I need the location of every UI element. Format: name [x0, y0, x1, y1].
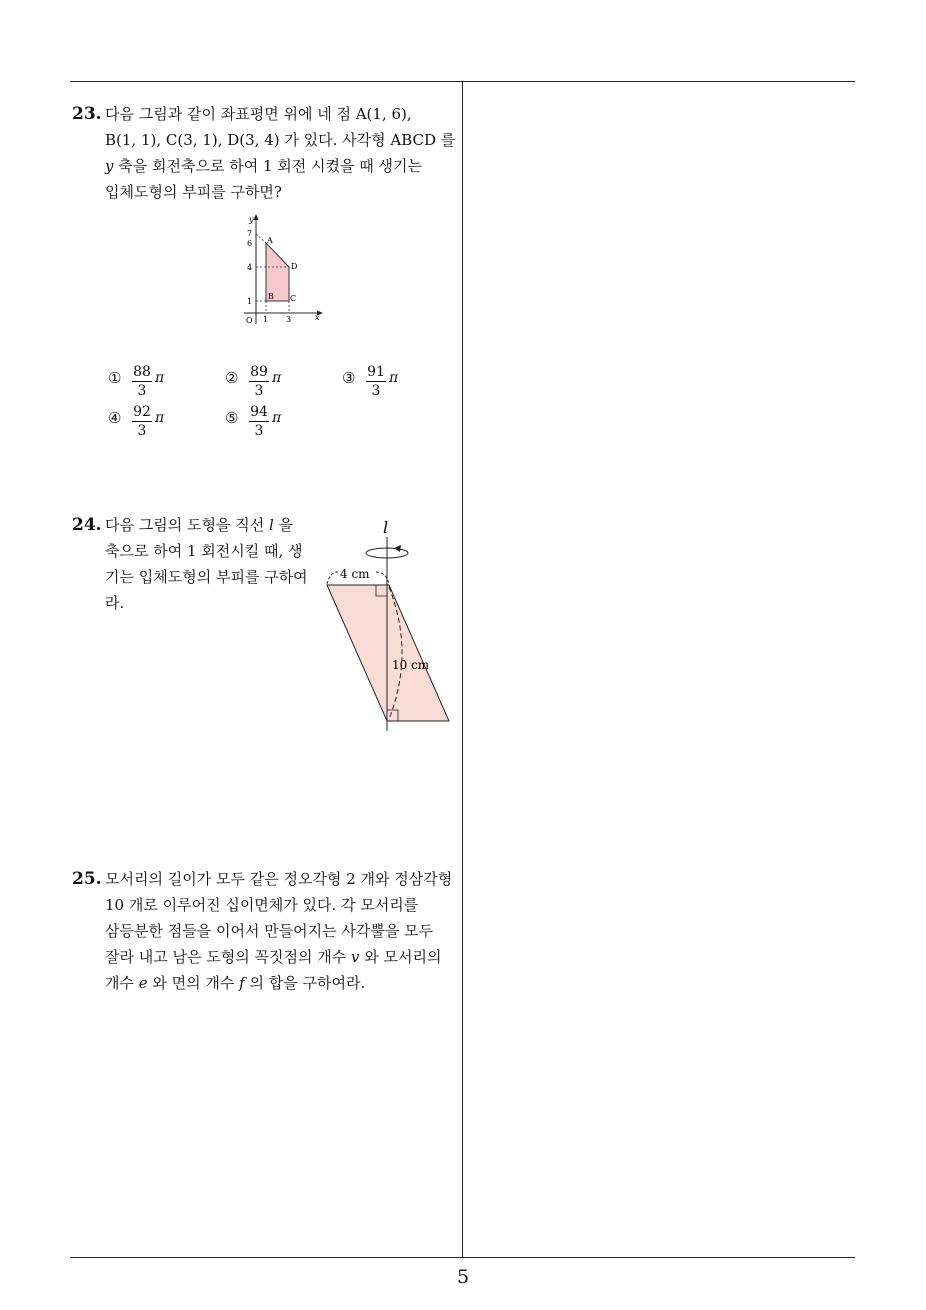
question-text-fragment: 을 [273, 516, 294, 534]
choice-fraction [365, 363, 387, 400]
choice-2[interactable] [225, 363, 305, 403]
pi-symbol: π [155, 410, 165, 426]
bottom-rule [70, 1257, 855, 1258]
dashed-guide [256, 234, 266, 243]
x-tick-label: 1 [263, 315, 269, 324]
choice-fraction [131, 403, 153, 440]
question-text-line: 삼등분한 점들을 이어서 만들어지는 사각뿔을 모두 [105, 922, 434, 940]
question-text-line: 입체도형의 부피를 구하면? [105, 183, 282, 201]
axis-variable: y [105, 157, 114, 175]
question-text-line: 라. [105, 594, 125, 612]
question-text-line: 10 개로 이루어진 십이면체가 있다. 각 모서리를 [105, 896, 419, 914]
question-23 [72, 101, 462, 221]
question-text-fragment: 의 합을 구하여라. [244, 974, 366, 992]
point-label-b: B [268, 292, 274, 301]
denominator: 3 [254, 423, 264, 439]
variable-e: e [138, 974, 148, 992]
page-number: 5 [456, 1266, 470, 1288]
choice-4[interactable] [108, 403, 188, 443]
question-text-line: B(1, 1), C(3, 1), D(3, 4) 가 있다. 사각형 ABCD 를 [105, 131, 456, 149]
denominator: 3 [254, 383, 264, 399]
question-text-line [105, 512, 293, 538]
column-divider [462, 81, 463, 1258]
question-text-fragment: 잘라 내고 남은 도형의 꼭짓점의 개수 [105, 948, 351, 966]
question-text-line [105, 944, 441, 970]
question-text-fragment: 개수 [105, 974, 139, 992]
parallelogram-shape [327, 585, 449, 721]
choice-mark: ② [225, 369, 239, 387]
height-label: 10 cm [392, 658, 430, 672]
y-tick-label: 7 [247, 229, 253, 238]
y-tick-label: 6 [247, 239, 253, 248]
question-text-fragment: 다음 그림의 도형을 직선 [105, 516, 269, 534]
axis-label: l [383, 518, 389, 537]
question-text-fragment: 와 면의 개수 [147, 974, 240, 992]
choice-mark: ④ [108, 409, 122, 427]
q24-rotation-figure [320, 515, 455, 735]
numerator: 88 [133, 364, 151, 380]
question-text-fragment: 축을 회전축으로 하여 1 회전 시켰을 때 생기는 [118, 157, 423, 175]
question-number: 23. [72, 104, 102, 124]
denominator: 3 [137, 383, 147, 399]
variable-v: v [350, 948, 360, 966]
point-label-d: D [291, 262, 298, 271]
choice-3[interactable] [342, 363, 422, 403]
rotation-arrowhead [394, 545, 401, 552]
point-label-c: C [290, 294, 297, 303]
pi-symbol: π [272, 370, 282, 386]
choice-5[interactable] [225, 403, 305, 443]
question-text-fragment: 와 모서리의 [359, 948, 442, 966]
x-axis-label: x [315, 313, 320, 322]
pi-symbol: π [272, 410, 282, 426]
question-number: 24. [72, 515, 102, 535]
y-tick-label: 1 [247, 297, 253, 306]
x-tick-label: 3 [286, 315, 292, 324]
y-axis-label: y [249, 215, 254, 224]
variable-f: f [239, 974, 245, 992]
pi-symbol: π [155, 370, 165, 386]
choice-1[interactable] [108, 363, 188, 403]
question-text-line: 모서리의 길이가 모두 같은 정오각형 2 개와 정삼각형 [105, 870, 453, 888]
question-text-line [105, 153, 422, 179]
question-text-line: 기는 입체도형의 부피를 구하여 [105, 568, 308, 586]
y-axis-arrow [254, 214, 259, 220]
origin-label: O [246, 316, 253, 325]
denominator: 3 [371, 383, 381, 399]
y-tick-label: 4 [247, 263, 253, 272]
pi-symbol: π [389, 370, 399, 386]
question-text-line: 다음 그림과 같이 좌표평면 위에 네 점 A(1, 6), [105, 105, 412, 123]
denominator: 3 [137, 423, 147, 439]
numerator: 89 [250, 364, 268, 380]
choice-fraction [248, 363, 270, 400]
numerator: 91 [367, 364, 385, 380]
question-25 [72, 866, 462, 1001]
choice-fraction [248, 403, 270, 440]
choice-mark: ③ [342, 369, 356, 387]
choice-mark: ① [108, 369, 122, 387]
question-number: 25. [72, 869, 102, 889]
point-label-a: A [267, 236, 273, 245]
question-24 [72, 512, 317, 622]
width-label: 4 cm [340, 567, 370, 581]
width-dimension-arc [327, 572, 338, 584]
numerator: 92 [133, 404, 151, 420]
choice-mark: ⑤ [225, 409, 239, 427]
choice-fraction [131, 363, 153, 400]
question-text-line [105, 970, 365, 996]
q23-coordinate-figure [236, 212, 328, 328]
question-text-line: 축으로 하여 1 회전시킬 때, 생 [105, 542, 303, 560]
line-variable: l [268, 516, 274, 534]
numerator: 94 [250, 404, 268, 420]
